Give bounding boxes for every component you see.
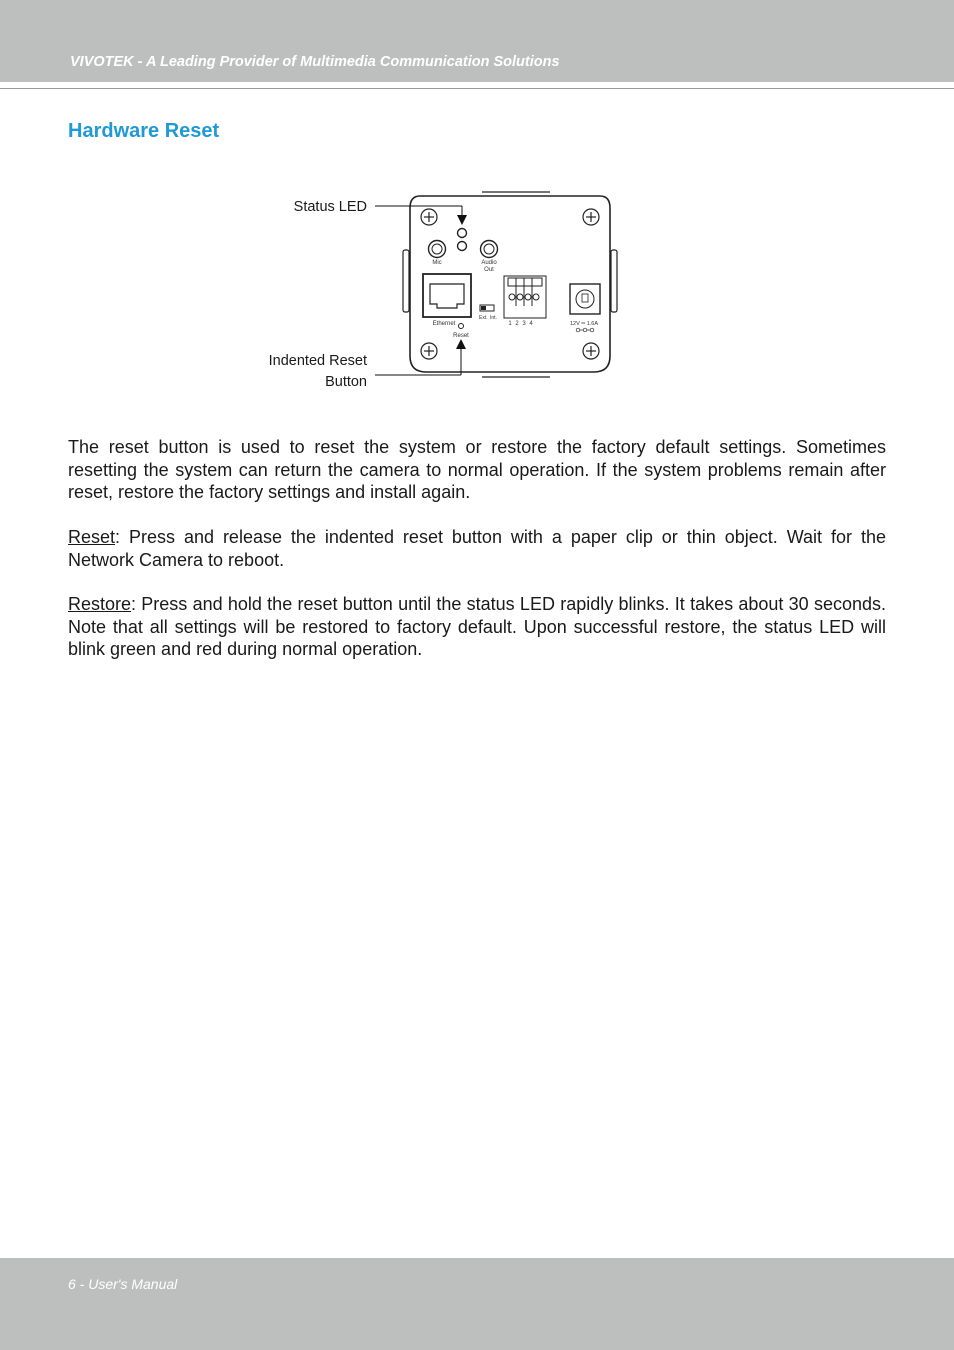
reset-description: : Press and release the indented reset button with a paper clip or thin object. Wait for the Network Camera to reboot.	[68, 527, 886, 570]
status-led-icon	[458, 229, 467, 238]
audio-out-jack-icon	[481, 241, 498, 258]
power-jack-icon	[570, 284, 600, 314]
reset-pinhole-icon	[459, 324, 464, 329]
reset-button-callout-line1: Indented Reset	[268, 353, 367, 369]
restore-paragraph	[68, 593, 886, 661]
terminal-number-4: 4	[529, 321, 533, 327]
arrow-up-icon	[456, 339, 466, 349]
switch-label-ext: Ext.	[479, 315, 488, 321]
terminal-block-icon	[504, 276, 546, 318]
power-label: 12V ═ 1.6A	[569, 321, 599, 327]
ethernet-label: Ethernet	[432, 321, 456, 327]
terminal-number-1: 1	[508, 321, 512, 327]
header-divider	[0, 88, 954, 89]
mic-label: Mic	[432, 260, 442, 266]
mic-jack-icon	[429, 241, 446, 258]
arrow-down-icon	[457, 215, 467, 225]
camera-rear-panel-figure	[260, 188, 620, 398]
status-led-callout: Status LED	[293, 199, 367, 215]
reset-button-callout-line2: Button	[325, 374, 367, 390]
terminal-number-2: 2	[515, 321, 519, 327]
restore-description: : Press and hold the reset button until the status LED rapidly blinks. It takes about 30 seconds. Note that all settings will be restored to factory default. Upon successful restore, the status LED will blink green and red during normal operation.	[68, 594, 886, 659]
footer-bar	[0, 1258, 954, 1350]
intro-paragraph: The reset button is used to reset the system or restore the factory default settings. Sometimes resetting the system can return the camera to normal operation. If the system problems remain after reset, restore the factory settings and install again.	[68, 437, 886, 502]
header-title: VIVOTEK - A Leading Provider of Multimedia Communication Solutions	[70, 54, 560, 70]
reset-label: Reset	[453, 333, 469, 339]
switch-label-int: Int.	[490, 315, 497, 321]
restore-term: Restore	[68, 594, 132, 614]
reset-paragraph	[68, 526, 886, 571]
section-title: Hardware Reset	[68, 120, 220, 142]
reset-term: Reset	[68, 527, 116, 547]
audio-out-label-line2: Out	[484, 267, 494, 273]
footer-page-label: 6 - User's Manual	[68, 1276, 178, 1292]
audio-out-label-line1: Audio	[481, 260, 497, 266]
terminal-number-3: 3	[522, 321, 526, 327]
